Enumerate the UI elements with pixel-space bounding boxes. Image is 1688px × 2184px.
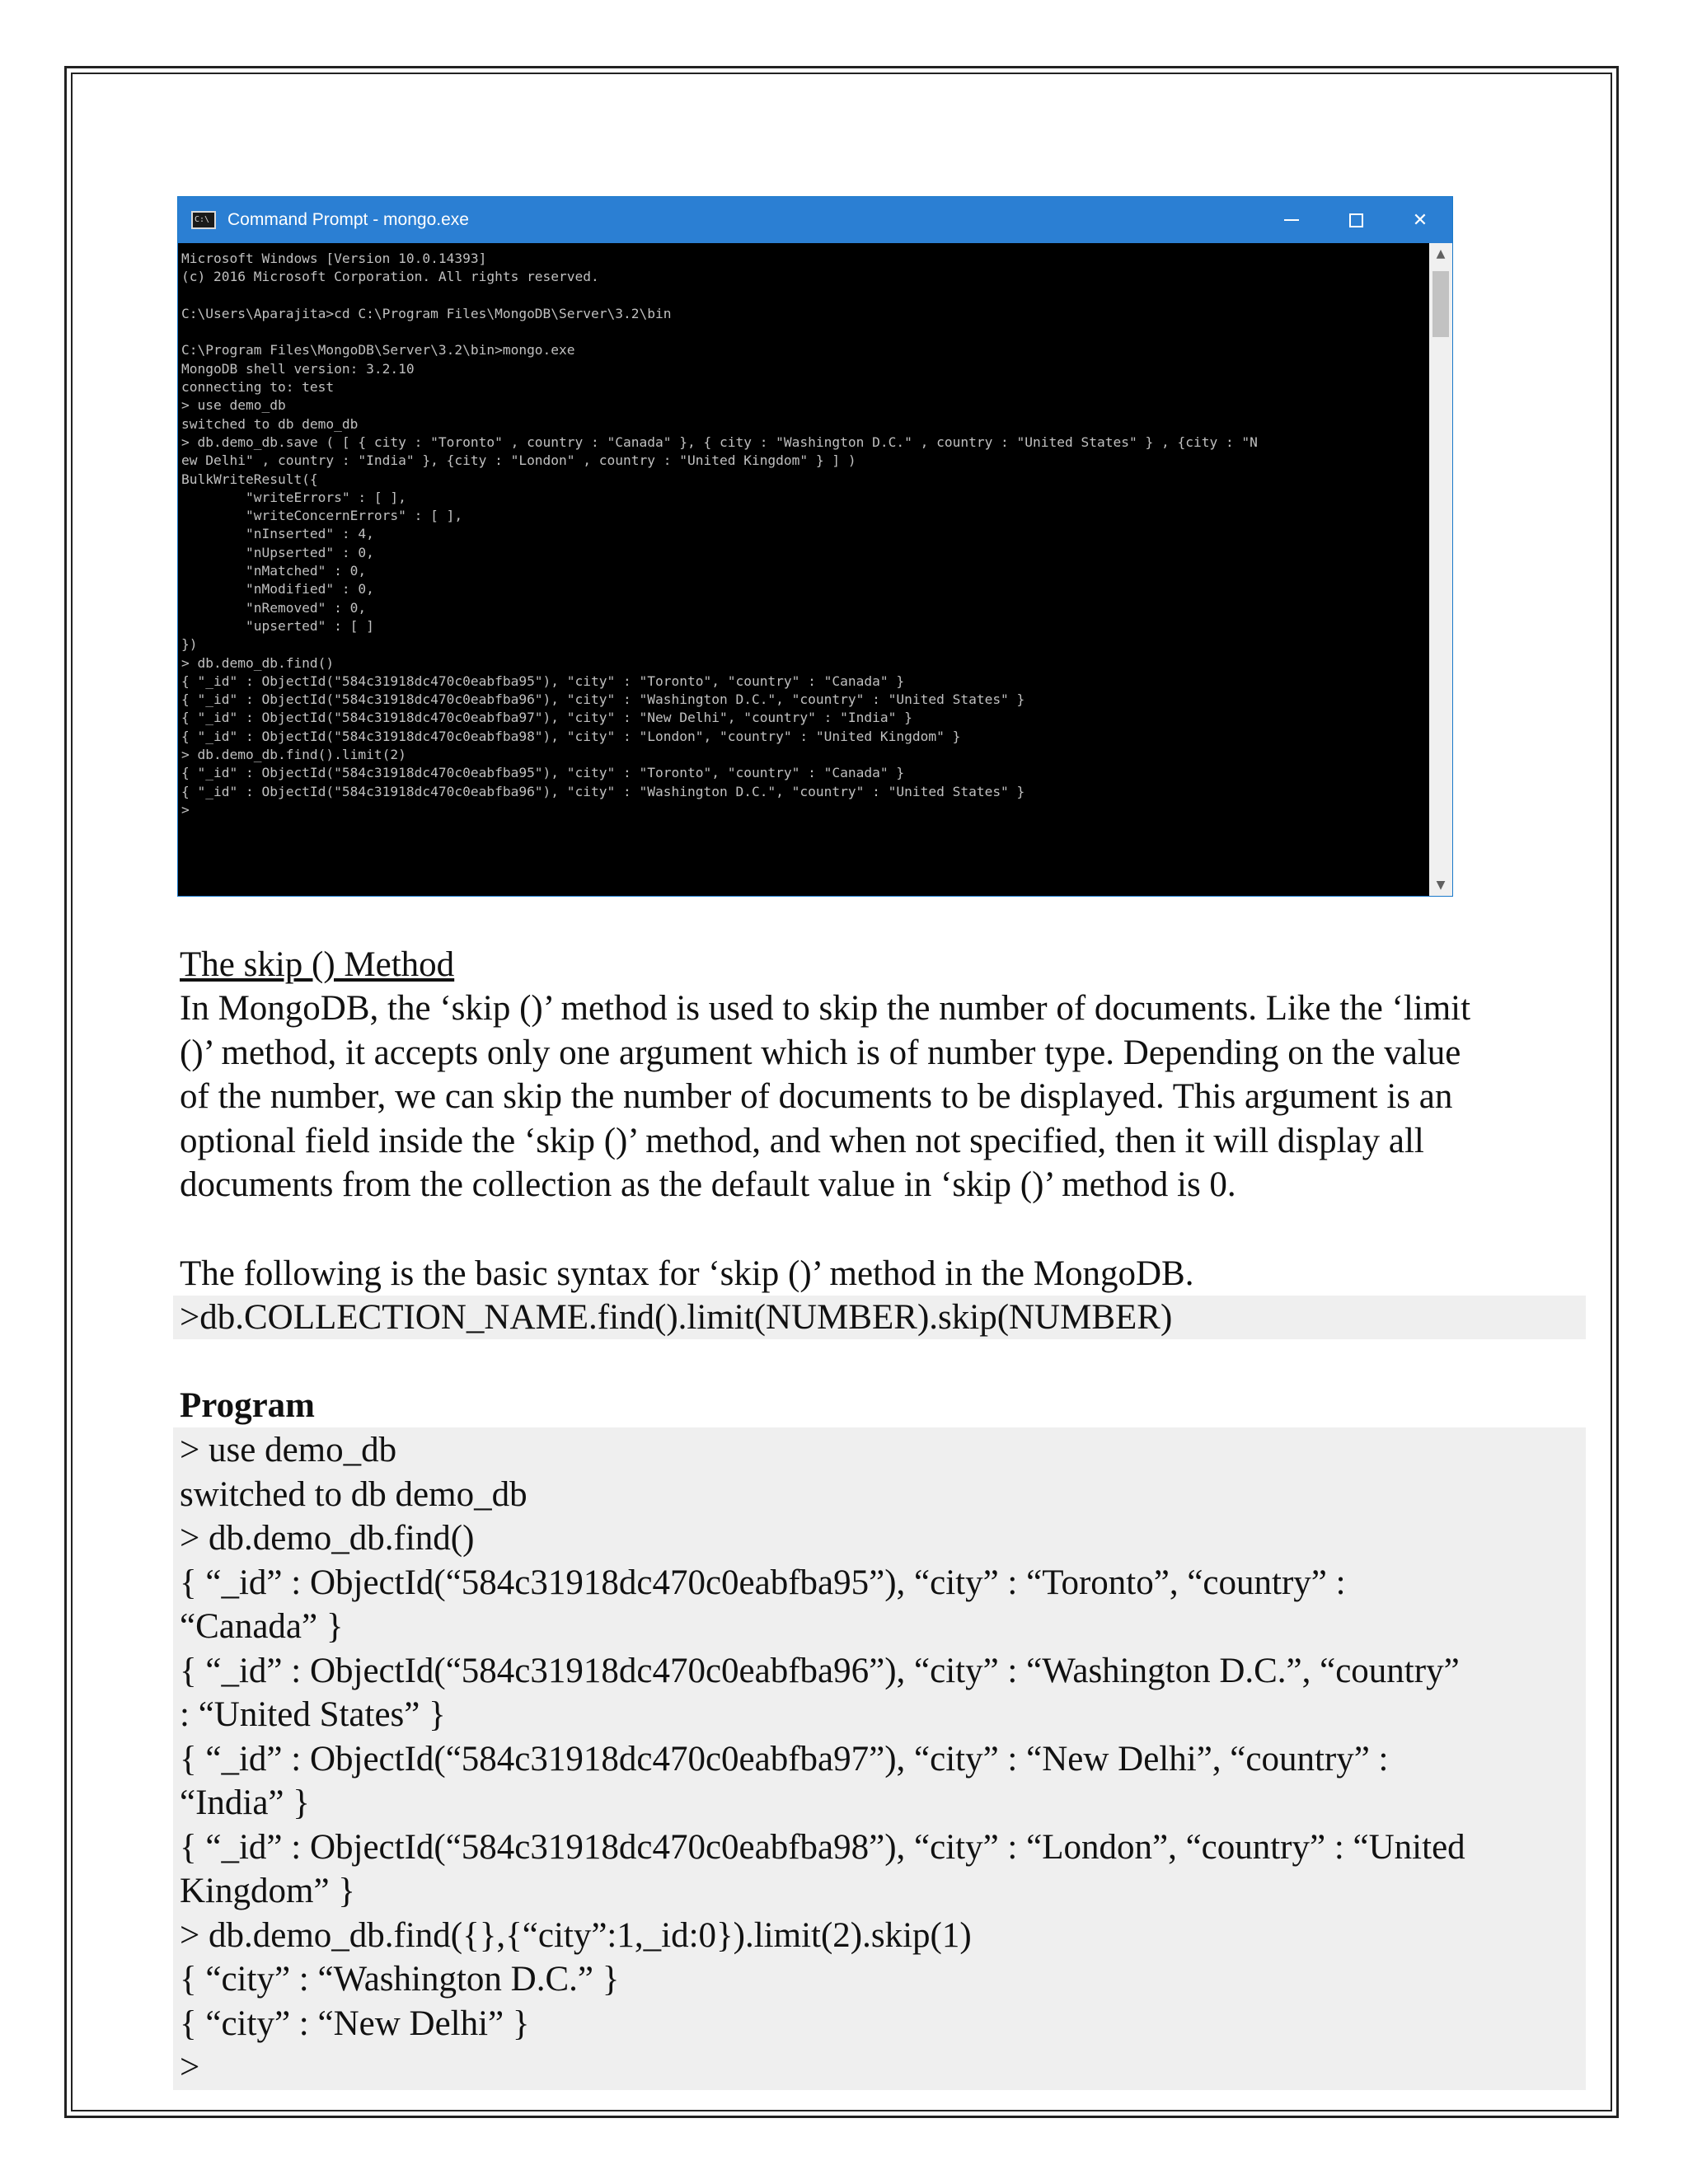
program-heading: Program — [180, 1386, 315, 1425]
code-line: > use demo_db — [180, 1431, 397, 1469]
console-line: { "_id" : ObjectId("584c31918dc470c0eabfba95"), "city" : "Toronto", "country" : "Canada" } — [181, 765, 905, 781]
console-line: switched to db demo_db — [181, 415, 359, 432]
paragraph-line: of the number, we can skip the number of documents to be displayed. This argument is an — [180, 1077, 1453, 1116]
console-line: Microsoft Windows [Version 10.0.14393] — [181, 251, 487, 266]
console-line: "nRemoved" : 0, — [181, 599, 367, 616]
window-titlebar[interactable] — [178, 197, 1452, 243]
syntax-intro: The following is the basic syntax for ‘skip ()’ method in the MongoDB. — [180, 1254, 1194, 1293]
console-line: > — [181, 801, 190, 818]
console-line: "nInserted" : 4, — [181, 526, 374, 542]
code-line: “India” } — [180, 1783, 310, 1822]
console-line: { "_id" : ObjectId("584c31918dc470c0eabfba97"), "city" : "New Delhi", "country" : "India" } — [181, 710, 912, 726]
code-line: : “United States” } — [180, 1695, 446, 1734]
console-line: C:\Users\Aparajita>cd C:\Program Files\MongoDB\Server\3.2\bin — [181, 305, 672, 321]
console-output[interactable] — [178, 243, 1429, 896]
paragraph-line: In MongoDB, the ‘skip ()’ method is used to skip the number of documents. Like the ‘limit — [180, 989, 1471, 1028]
code-line: switched to db demo_db — [180, 1474, 528, 1514]
minimize-button[interactable] — [1259, 197, 1324, 243]
code-line: { “_id” : ObjectId(“584c31918dc470c0eabfba95”), “city” : “Toronto”, “country” : — [180, 1563, 1346, 1602]
section-paragraph — [180, 987, 1597, 1207]
console-line: C:\Program Files\MongoDB\Server\3.2\bin>mongo.exe — [181, 342, 575, 359]
console-line: (c) 2016 Microsoft Corporation. All rights reserved. — [181, 269, 599, 285]
console-line — [181, 323, 1429, 341]
vertical-scrollbar[interactable] — [1429, 243, 1452, 896]
console-line: "writeErrors" : [ ], — [181, 489, 406, 505]
code-line: > — [180, 2048, 200, 2087]
code-line: { “city” : “New Delhi” } — [180, 2004, 530, 2043]
maximize-icon — [1349, 213, 1363, 227]
code-line: { “_id” : ObjectId(“584c31918dc470c0eabfba97”), “city” : “New Delhi”, “country” : — [180, 1739, 1389, 1779]
scroll-down-icon[interactable]: ▼ — [1436, 879, 1446, 892]
maximize-button[interactable] — [1324, 197, 1388, 243]
code-line: { “_id” : ObjectId(“584c31918dc470c0eabfba96”), “city” : “Washington D.C.”, “country” — [180, 1651, 1460, 1690]
console-line: MongoDB shell version: 3.2.10 — [181, 360, 415, 377]
console-line: > db.demo_db.find() — [181, 654, 335, 671]
scroll-thumb[interactable] — [1432, 271, 1449, 337]
console-line: "nMatched" : 0, — [181, 563, 367, 579]
window-title: Command Prompt - mongo.exe — [227, 210, 469, 229]
console-line: BulkWriteResult({ — [181, 471, 318, 487]
program-code — [180, 1428, 1465, 2090]
console-line: "nModified" : 0, — [181, 581, 374, 598]
code-line: “Canada” } — [180, 1607, 344, 1646]
code-line: Kingdom” } — [180, 1872, 355, 1910]
console-line: connecting to: test — [181, 379, 335, 396]
console-line — [181, 287, 1429, 305]
minimize-icon — [1284, 219, 1299, 221]
scroll-up-icon[interactable]: ▲ — [1436, 247, 1446, 260]
paragraph-line: optional field inside the ‘skip ()’ method, and when not specified, then it will display all — [180, 1121, 1424, 1160]
code-line: > db.demo_db.find() — [180, 1519, 475, 1558]
code-line: > db.demo_db.find({},{“city”:1,_id:0}).limit(2).skip(1) — [180, 1915, 972, 1955]
close-button[interactable]: ✕ — [1412, 209, 1428, 231]
console-line: { "_id" : ObjectId("584c31918dc470c0eabfba96"), "city" : "Washington D.C.", "country" : "United States" } — [181, 783, 1025, 799]
section-heading: The skip () Method — [180, 945, 455, 984]
console-line: > db.demo_db.find().limit(2) — [181, 747, 406, 763]
terminal-icon: C:\ — [191, 211, 216, 229]
console-line: { "_id" : ObjectId("584c31918dc470c0eabfba98"), "city" : "London", "country" : "United Kingdom" } — [181, 728, 961, 744]
console-line: { "_id" : ObjectId("584c31918dc470c0eabfba96"), "city" : "Washington D.C.", "country" : "United States" } — [181, 691, 1025, 708]
paragraph-line: ()’ method, it accepts only one argument which is of number type. Depending on the value — [180, 1033, 1461, 1072]
code-line: { “city” : “Washington D.C.” } — [180, 1960, 620, 1999]
console-line: > db.demo_db.save ( [ { city : "Toronto" , country : "Canada" }, { city : "Washington D.C." , country : "United States" } , {city : "N — [181, 434, 1258, 450]
console-line: "writeConcernErrors" : [ ], — [181, 508, 463, 524]
console-line: > use demo_db — [181, 397, 286, 414]
console-line: ew Delhi" , country : "India" }, {city : "London" , country : "United Kingdom" } ] ) — [181, 452, 856, 469]
paragraph-line: documents from the collection as the default value in ‘skip ()’ method is 0. — [180, 1165, 1236, 1204]
console-line: }) — [181, 636, 198, 653]
syntax-code: >db.COLLECTION_NAME.find().limit(NUMBER).skip(NUMBER) — [180, 1298, 1173, 1337]
console-line: "upserted" : [ ] — [181, 617, 374, 634]
console-line: { "_id" : ObjectId("584c31918dc470c0eabfba95"), "city" : "Toronto", "country" : "Canada" } — [181, 673, 905, 689]
code-line: { “_id” : ObjectId(“584c31918dc470c0eabfba98”), “city” : “London”, “country” : “United — [180, 1827, 1465, 1867]
console-line: "nUpserted" : 0, — [181, 544, 374, 560]
command-prompt-window — [177, 196, 1453, 897]
